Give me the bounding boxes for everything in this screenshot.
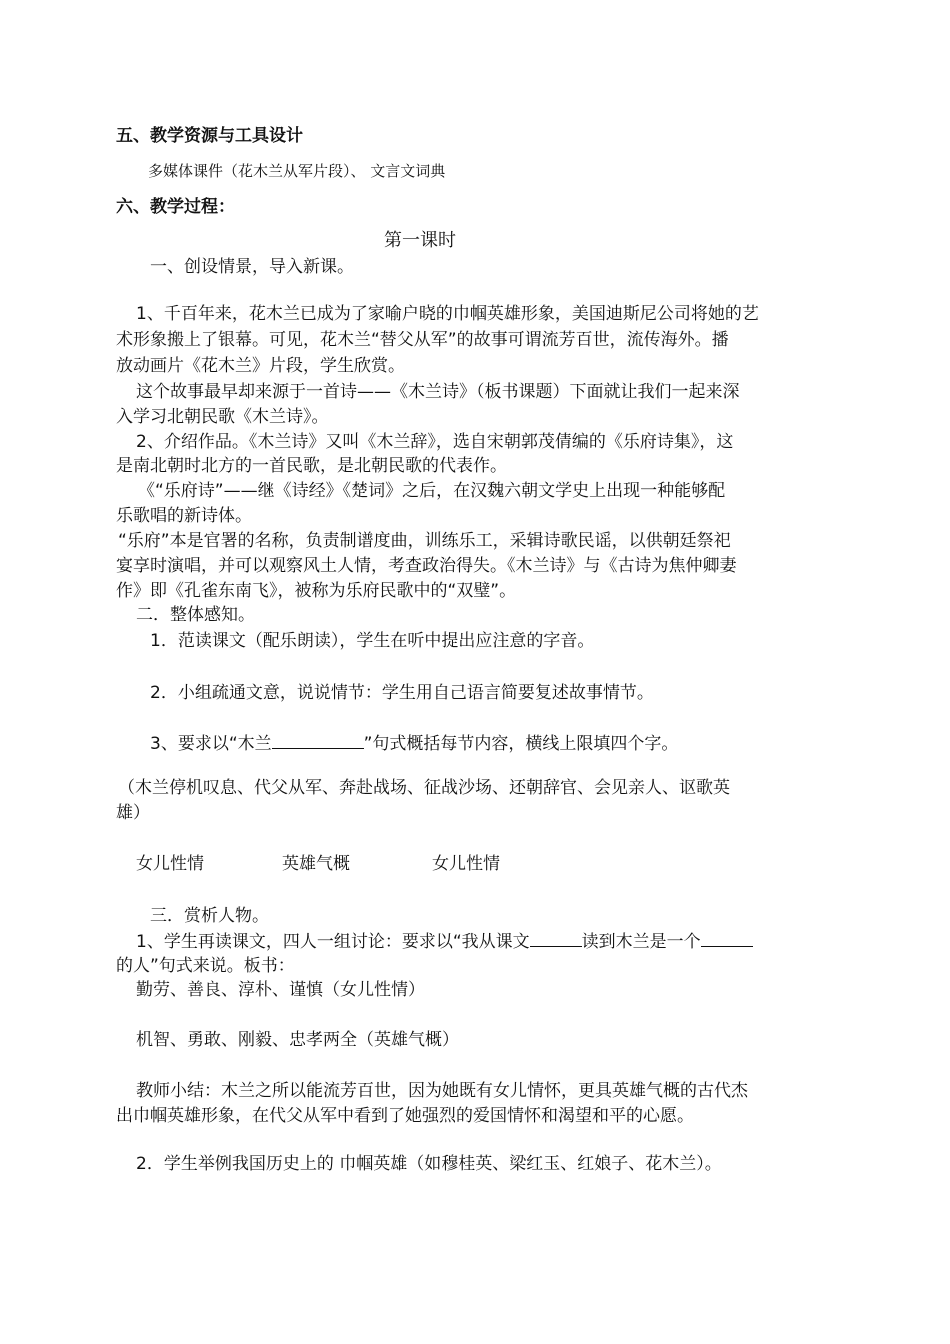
task3 (150, 732, 678, 755)
fill-blank-line (272, 732, 364, 749)
para1-line1: 1、千百年来，花木兰已成为了家喻户晓的巾帼英雄形象，美国迪斯尼公司将她的艺 (136, 304, 759, 324)
discussion-prefix: 1、学生再读课文，四人一组讨论：要求以“我从课文 (136, 932, 530, 952)
discussion-line2: 的人”句式来说。板书： (116, 956, 295, 976)
task2: 2．小组疏通文意，说说情节：学生用自己语言简要复述故事情节。 (150, 683, 654, 703)
board-heroic: 机智、勇敢、刚毅、忠孝两全（英雄气概） (136, 1030, 459, 1050)
task1: 1．范读课文（配乐朗读），学生在听中提出应注意的字音。 (150, 631, 595, 651)
part3-title: 三．赏析人物。 (150, 906, 269, 926)
summary-line2: 出巾帼英雄形象，在代父从军中看到了她强烈的爱国情怀和渴望和平的心愿。 (116, 1106, 694, 1126)
section-5-heading: 五、教学资源与工具设计 (116, 126, 303, 146)
answer-line2: 雄） (116, 803, 150, 823)
discussion-line1 (136, 930, 753, 953)
para5-line2: 宴享时演唱，并可以观察风土人情，考查政治得失。《木兰诗》与《古诗为焦仲卿妻 (116, 556, 737, 576)
para2-line2: 入学习北朝民歌《木兰诗》。 (116, 407, 329, 427)
board-feminine: 勤劳、善良、淳朴、谨慎（女儿性情） (136, 980, 425, 1000)
task4: 2．学生举例我国历史上的 巾帼英雄（如穆桂英、梁红玉、红娘子、花木兰）。 (136, 1154, 722, 1174)
para3-line2: 是南北朝时北方的一首民歌，是北朝民歌的代表作。 (116, 456, 507, 476)
para5-line3: 作》即《孔雀东南飞》，被称为乐府民歌中的“双璧”。 (116, 581, 517, 601)
part2-title: 二．整体感知。 (136, 605, 255, 625)
para1-line2: 术形象搬上了银幕。可见，花木兰“替父从军”的故事可谓流芳百世，流传海外。播 (116, 330, 729, 350)
answer-line1: （木兰停机叹息、代父从军、奔赴战场、征战沙场、还朝辞官、会见亲人、讴歌英 (118, 778, 730, 798)
part1-title: 一、创设情景，导入新课。 (150, 257, 354, 277)
label-heroic: 英雄气概 (282, 854, 350, 874)
para1-line3: 放动画片《花木兰》片段，学生欣赏。 (116, 356, 405, 376)
fill-blank-line (701, 930, 753, 947)
discussion-middle: 读到木兰是一个 (581, 932, 701, 952)
para3-line1: 2、介绍作品。《木兰诗》又叫《木兰辞》，选自宋朝郭茂倩编的《乐府诗集》，这 (136, 432, 734, 452)
section-6-heading: 六、教学过程： (116, 197, 235, 217)
label-feminine-2: 女儿性情 (432, 854, 500, 874)
para4-line1: 《“乐府诗”——继《诗经》《楚词》之后，在汉魏六朝文学史上出现一种能够配 (138, 481, 726, 501)
fill-blank-line (530, 930, 582, 947)
summary-line1: 教师小结：木兰之所以能流芳百世，因为她既有女儿情怀，更具英雄气概的古代杰 (136, 1081, 748, 1101)
label-feminine-1: 女儿性情 (136, 854, 204, 874)
para4-line2: 乐歌唱的新诗体。 (116, 506, 252, 526)
resources-line: 多媒体课件（花木兰从军片段）、 文言文词典 (148, 162, 446, 180)
task3-prefix: 3、要求以“木兰 (150, 734, 272, 754)
lesson-title: 第一课时 (384, 230, 456, 251)
task3-suffix: ”句式概括每节内容，横线上限填四个字。 (363, 734, 679, 754)
para5-line1: “乐府”本是官署的名称，负责制谱度曲，训练乐工，采辑诗歌民谣，以供朝廷祭祀 (118, 531, 731, 551)
para2-line1: 这个故事最早却来源于一首诗——《木兰诗》（板书课题）下面就让我们一起来深 (136, 382, 740, 402)
